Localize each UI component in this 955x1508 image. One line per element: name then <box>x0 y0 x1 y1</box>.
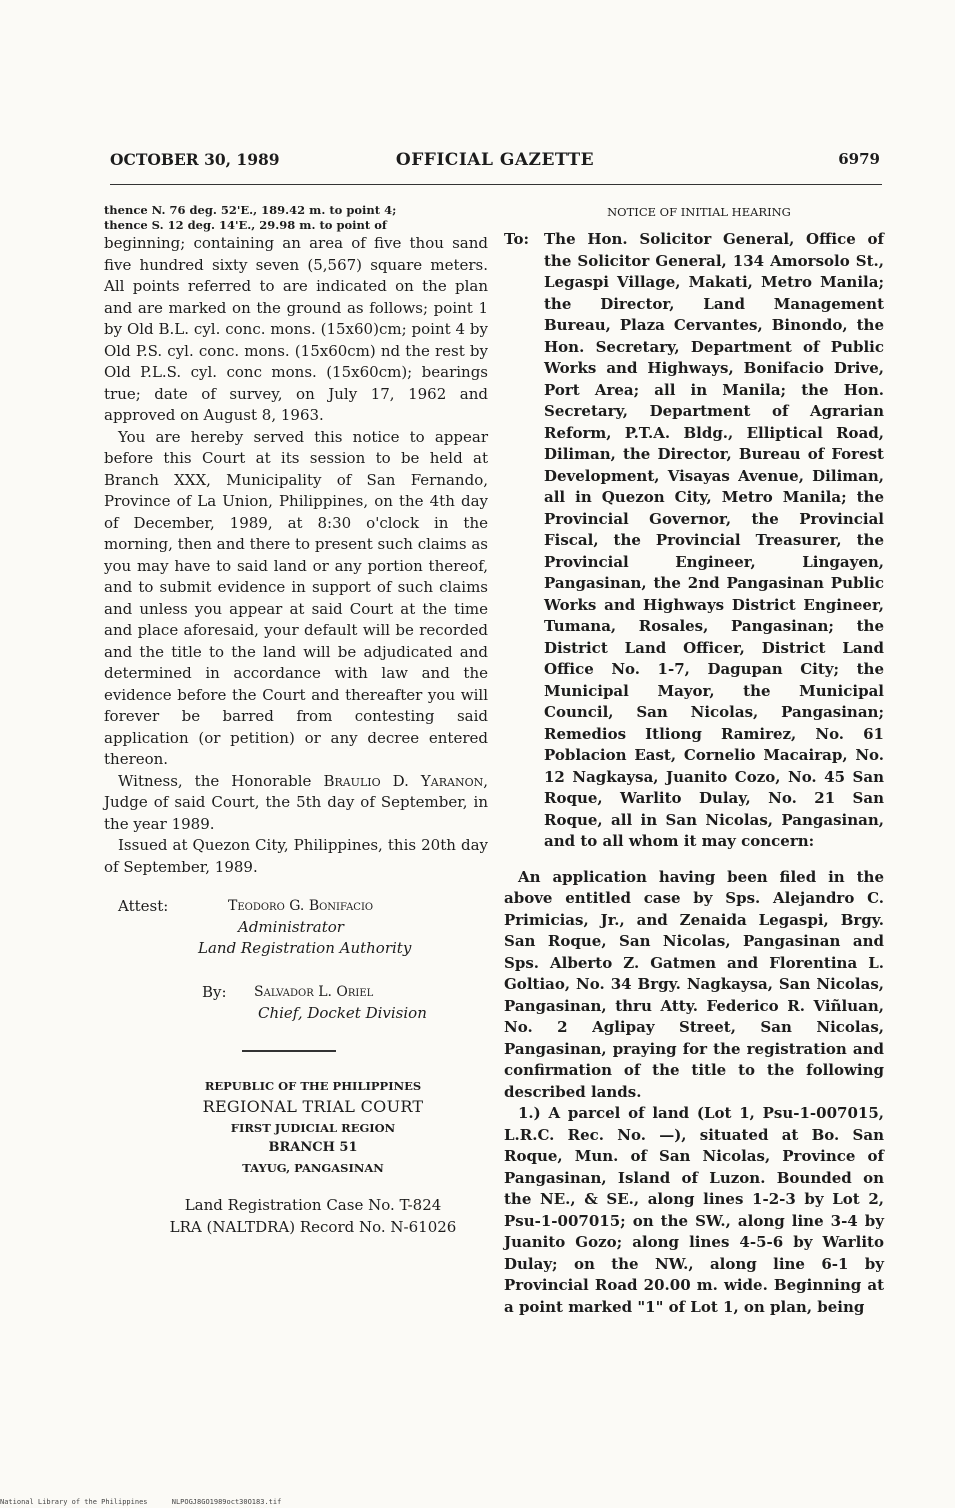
administrator-title: Administrator <box>238 918 344 936</box>
left-column <box>104 203 488 1238</box>
republic-line: REPUBLIC OF THE PHILIPPINES <box>204 1079 422 1093</box>
attest-block <box>104 896 488 1046</box>
bearing-line-2: thence S. 12 deg. 14'E., 29.98 m. to point of <box>104 218 387 232</box>
witness-text-a: Witness, the Honorable <box>118 771 312 790</box>
issue-date: OCTOBER 30, 1989 <box>110 150 280 169</box>
section-divider <box>242 1050 336 1052</box>
issued-paragraph: Issued at Quezon City, Philippines, this 20th day of September, 1989. <box>104 836 488 876</box>
by-label: By: <box>202 983 227 1001</box>
gazette-title: OFFICIAL GAZETTE <box>395 150 595 170</box>
attest-label: Attest: <box>118 897 169 915</box>
branch-number: BRANCH 51 <box>268 1140 358 1155</box>
right-column <box>504 203 884 1318</box>
page-number: 6979 <box>838 150 880 168</box>
file-name: NLPOGJ8GO1989oct30O183.tif <box>171 1498 282 1506</box>
addressee-block <box>504 229 884 853</box>
header-rule <box>110 184 882 185</box>
witness-text-b: , Judge of said Court, the 5th day of September, in the year 1989. <box>104 771 488 833</box>
bearing-line-1: thence N. 76 deg. 52'E., 189.42 m. to point 4; <box>104 203 397 217</box>
notice-title: NOTICE OF INITIAL HEARING <box>607 205 791 219</box>
witness-paragraph <box>104 771 488 836</box>
judge-name: Braulio D. Yaranon <box>323 771 484 790</box>
authority-name: Land Registration Authority <box>198 939 412 957</box>
scan-footer <box>0 1498 301 1506</box>
court-name: REGIONAL TRIAL COURT <box>202 1097 424 1116</box>
land-description-paragraph: beginning; containing an area of five thou sand five hundred sixty seven (5,567) square meters. All points referred to are indicated on the plan and are marked on the ground as follows; point 1 by Old B.L. cyl. conc. mons. (15x60)cm; point 4 by Old P.S. cyl. conc. mons. (15x60cm) nd the rest by Old P.L.S. cyl. conc mons. (15x60cm); bearings true; date of survey, on July 17, 1962 and approved on August 8, 1963. <box>104 234 488 424</box>
record-number: LRA (NALTDRA) Record No. N-61026 <box>169 1218 457 1236</box>
docket-chief-name: Salvador L. Oriel <box>254 984 374 1000</box>
docket-chief-title: Chief, Docket Division <box>258 1004 427 1022</box>
administrator-name: Teodoro G. Bonifacio <box>228 898 374 914</box>
addressee-list: The Hon. Solicitor General, Office of the Solicitor General, 134 Amorsolo St., Legaspi Village, Makati, Metro Manila; the Director, Land Management Bureau, Plaza Cervantes, Binondo, the Hon. Secretary, Department of Public Works and Highways, Bonifacio Drive, Port Area; all in Manila; the Hon. Secretary, Department of Agrarian Reform, P.T.A. Bldg., Elliptical Road, Diliman, the Director, Bureau of Forest Development, Visayas Avenue, Diliman, all in Quezon City, Metro Manila; the Provincial Governor, the Provincial Fiscal, the Provincial Treasurer, the Provincial Engineer, Lingayen, Pangasinan, the 2nd Pangasinan Public Works and Highways District Engineer, Tumana, Rosales, Pangasinan; the District Land Officer, District Land Office No. 1-7, Dagupan City; the Municipal Mayor, the Municipal Council, San Nicolas, Pangasinan; Remedios Itliong Ramirez, No. 61 Poblacion East, Cornelio Macairap, No. 12 Nagkaysa, Juanito Cozo, No. 45 San Roque, Warlito Dulay, No. 21 San Roque, all in San Nicolas, Pangasinan, and to all whom it may concern: <box>544 230 884 850</box>
served-notice-paragraph: You are hereby served this notice to appear before this Court at its session to be held at Branch XXX, Municipality of San Fernando, Province of La Union, Philippines, on the 4th day of December, 1989, at 8:30 o'clock in the morning, then and there to present such claims as you may have to said land or any portion thereof, and to submit evidence in support of such claims and unless you appear at said Court at the time and place aforesaid, your default will be recorded and the title to the land will be adjudicated and determined in accordance with law and the evidence before the Court and thereafter you will forever be barred from contesting said application (or petition) or any decree entered thereon. <box>104 427 488 768</box>
page-header <box>110 150 880 178</box>
application-paragraph: An application having been filed in the above entitled case by Sps. Alejandro C. Primicias, Jr., and Zenaida Legaspi, Brgy. San Roque, San Nicolas, Pangasinan and Sps. Alberto Z. Gatmen and Florentina L. Goltiao, No. 34 Brgy. Nagkaysa, San Nicolas, Pangasinan, thru Atty. Federico R. Viñluan, No. 2 Aglipay Street, San Nicolas, Pangasinan, praying for the registration and confirmation of the title to the following described lands. <box>504 867 884 1101</box>
parcel-description: 1.) A parcel of land (Lot 1, Psu-1-007015, L.R.C. Rec. No. —), situated at Bo. San Roque, Mun. of San Nicolas, Province of Pangasinan, Island of Luzon. Bounded on the NE., & SE., along lines 1-2-3 by Lot 2, Psu-1-007015; on the SW., along line 3-4 by Juanito Gozo; along lines 4-5-6 by Warlito Dulay; on the NW., along line 6-1 by Provincial Road 20.00 m. wide. Beginning at a point marked "1" of Lot 1, on plan, being <box>504 1104 884 1316</box>
case-number: Land Registration Case No. T-824 <box>184 1196 442 1214</box>
court-heading <box>104 1076 488 1238</box>
to-label: To: <box>504 230 529 248</box>
court-location: TAYUG, PANGASINAN <box>242 1161 384 1175</box>
judicial-region: FIRST JUDICIAL REGION <box>230 1121 396 1135</box>
library-label: National Library of the Philippines <box>0 1498 148 1506</box>
